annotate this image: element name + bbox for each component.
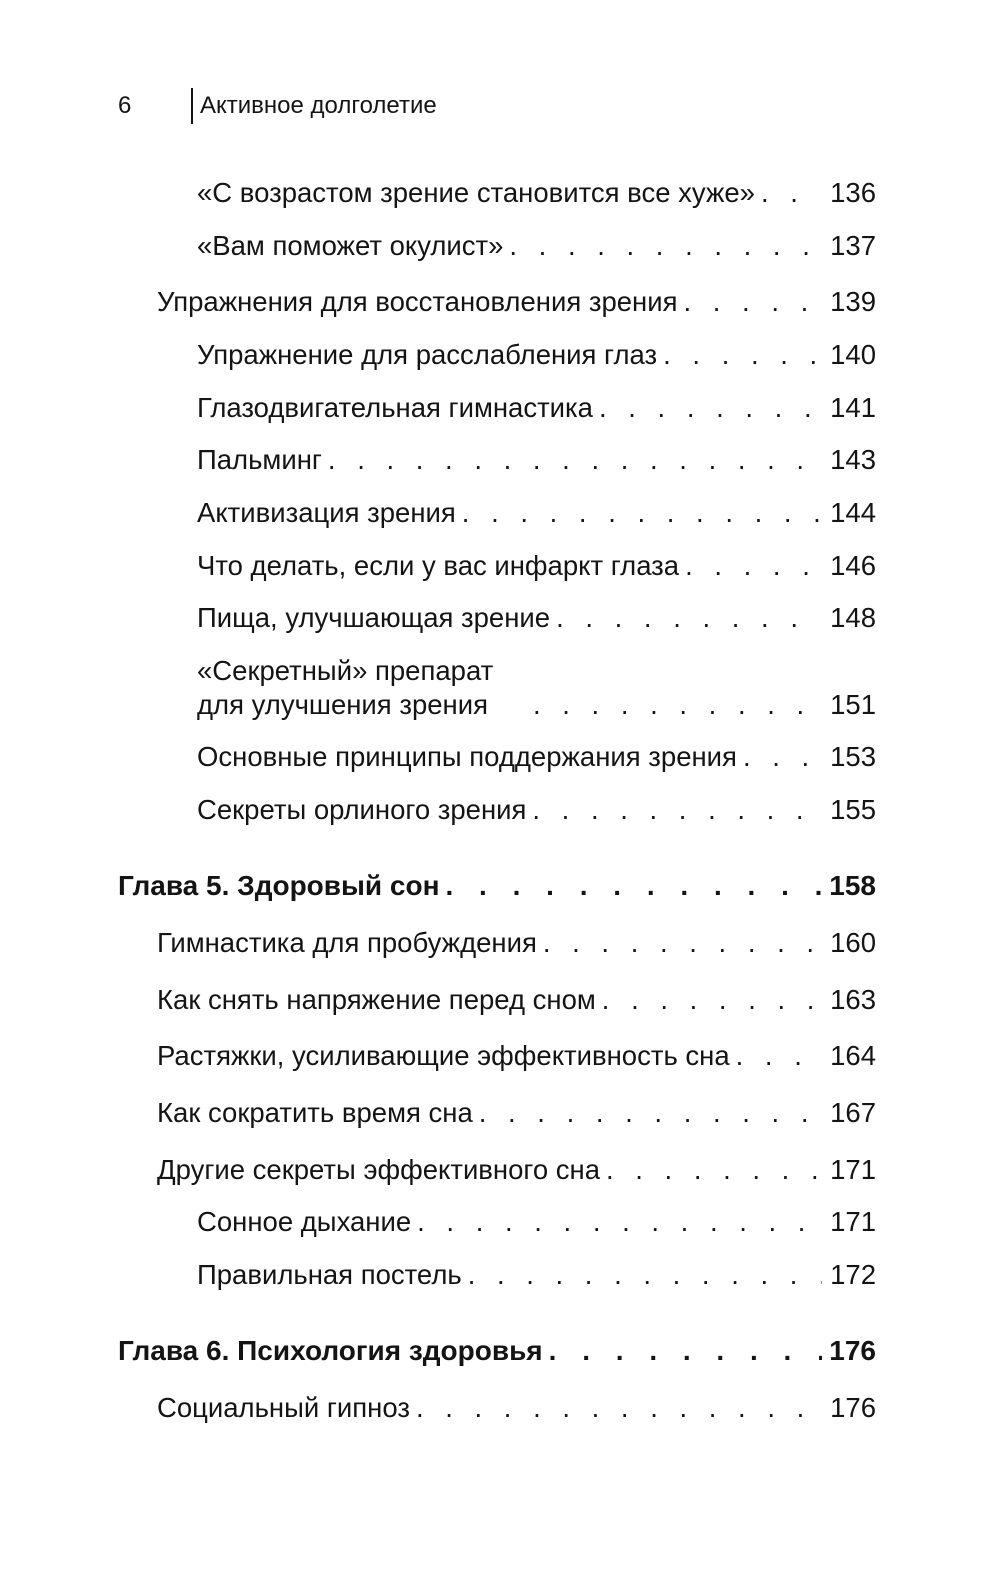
toc-entry	[157, 1153, 876, 1187]
toc-leader	[737, 740, 822, 774]
toc-entry-title: «Вам поможет окулист»	[197, 230, 504, 261]
toc-leader	[456, 496, 822, 530]
toc-entry-page: 171	[830, 1206, 876, 1237]
toc-entry-title: Социальный гипноз	[157, 1392, 410, 1423]
page-number: 6	[118, 92, 132, 119]
toc-leader	[593, 391, 822, 425]
toc-entry-page: 136	[830, 177, 876, 208]
toc-entry	[197, 229, 876, 263]
toc-entry-page: 146	[830, 550, 876, 581]
toc-entry-page: 141	[830, 392, 876, 423]
toc-entry-title: Сонное дыхание	[197, 1206, 412, 1237]
toc-leader	[596, 983, 822, 1017]
toc-entry-title: Упражнение для расслабления глаз	[197, 339, 658, 370]
toc-entry	[197, 601, 876, 635]
toc-entry-title: Основные принципы поддержания зрения	[197, 741, 737, 772]
toc-entry-page: 151	[830, 689, 876, 720]
toc-entry-page: 163	[830, 984, 876, 1015]
toc-entry-page: 143	[830, 444, 876, 475]
toc-entry-page: 171	[830, 1154, 876, 1185]
toc-entry-page: 140	[830, 339, 876, 370]
toc-entry-page: 176	[830, 1392, 876, 1423]
toc-entry-title: Глава 6. Психология здоровья	[118, 1335, 543, 1366]
toc-entry-page: 137	[830, 230, 876, 261]
toc-entry	[157, 285, 876, 319]
toc-entry	[197, 740, 876, 774]
toc-entry-title: Как сократить время сна	[157, 1097, 473, 1128]
toc-entry-title: Как снять напряжение перед сном	[157, 984, 596, 1015]
toc-leader	[550, 601, 822, 635]
toc-entry	[197, 443, 876, 477]
toc-entry-page: 158	[829, 870, 876, 901]
toc-entry-page: 153	[830, 741, 876, 772]
toc-leader	[440, 869, 823, 903]
toc-leader	[473, 1096, 822, 1130]
toc-entry	[157, 983, 876, 1017]
toc-leader	[411, 1205, 822, 1239]
toc-entry-page: 172	[830, 1259, 876, 1290]
toc-entry-title: Другие секреты эффективного сна	[157, 1154, 600, 1185]
toc-entry	[197, 1258, 876, 1292]
toc-entry	[197, 793, 876, 827]
toc-leader	[527, 688, 822, 722]
toc-entry-title: Глава 5. Здоровый сон	[118, 870, 440, 901]
toc-entry-title: Пища, улучшающая зрение	[197, 602, 551, 633]
toc-entry	[197, 549, 876, 583]
toc-entry-page: 164	[830, 1040, 876, 1071]
toc-entry	[197, 654, 876, 722]
toc-entry-title: Глазодвигательная гимнастика	[197, 392, 593, 423]
toc-leader	[537, 926, 822, 960]
toc-leader	[657, 338, 822, 372]
toc-entry-title: Гимнастика для пробуждения	[157, 927, 537, 958]
toc-entry	[197, 496, 876, 530]
toc-entry	[197, 338, 876, 372]
toc-entry	[157, 1039, 876, 1073]
toc-entry	[197, 391, 876, 425]
toc-entry-title: Правильная постель	[197, 1259, 462, 1290]
toc-leader	[322, 443, 822, 477]
toc-leader	[503, 229, 822, 263]
toc-leader	[755, 176, 822, 210]
toc-entry-page: 176	[829, 1335, 876, 1366]
running-title: Активное долголетие	[200, 92, 437, 119]
toc-leader	[679, 549, 822, 583]
toc-entry-page: 139	[830, 286, 876, 317]
toc-entry	[197, 176, 876, 210]
toc-leader	[730, 1039, 822, 1073]
toc-leader	[410, 1391, 822, 1425]
toc-leader	[678, 285, 823, 319]
toc-entry-page: 148	[830, 602, 876, 633]
toc-entry-page: 160	[830, 927, 876, 958]
toc-entry	[157, 1391, 876, 1425]
toc-entry-title: Секреты орлиного зрения	[197, 794, 527, 825]
toc-entry-title: «Секретный» препарат для улучшения зрения	[197, 655, 494, 720]
toc-leader	[543, 1334, 822, 1368]
toc-leader	[462, 1258, 822, 1292]
toc-entry-title: «С возрастом зрение становится все хуже»	[197, 177, 755, 208]
toc-entry	[157, 1096, 876, 1130]
toc-entry-title: Упражнения для восстановления зрения	[157, 286, 678, 317]
header-divider	[191, 88, 193, 124]
toc-entry-page: 167	[830, 1097, 876, 1128]
toc-entry-title: Что делать, если у вас инфаркт глаза	[197, 550, 680, 581]
toc-entry	[157, 926, 876, 960]
toc-entry-page: 155	[830, 794, 876, 825]
toc-entry-title: Растяжки, усиливающие эффективность сна	[157, 1040, 730, 1071]
toc-entry-page: 144	[830, 497, 876, 528]
toc-chapter-entry	[118, 1334, 876, 1368]
toc-entry	[197, 1205, 876, 1239]
toc-chapter-entry	[118, 869, 876, 903]
toc-entry-title: Активизация зрения	[197, 497, 456, 528]
toc-leader	[526, 793, 822, 827]
toc-entry-title: Пальминг	[197, 444, 322, 475]
toc-leader	[600, 1153, 822, 1187]
